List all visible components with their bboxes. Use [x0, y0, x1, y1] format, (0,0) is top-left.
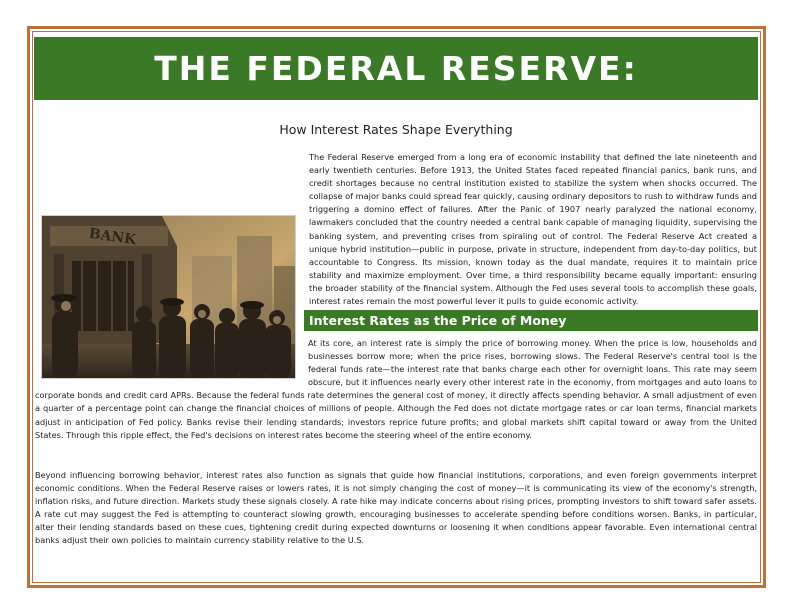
- page-subtitle: How Interest Rates Shape Everything: [279, 122, 513, 137]
- bank-sign: BANK: [87, 225, 138, 249]
- signals-paragraph: Beyond influencing borrowing behavior, interest rates also function as signals that guide how financial institutions, corporations, and even foreign governments interpret economic conditions. When the Federal Reserve raises or lowers rates, it is not simply changing the cost of money—it is communicating its view of the economy's strength, inflation risks, and future direction. Markets study these signals closely. A rate hike may indicate concerns about rising prices, prompting investors to shift toward safer assets. A rate cut may suggest the Fed is attempting to counteract slowing growth, encouraging businesses to accelerate spending before conditions worsen. Banks, in particular, alter their lending standards based on these cues, tightening credit during expected downturns or loosening it when conditions appear favorable. Even international central banks adjust their own policies to maintain currency stability relative to the U.S.: [35, 470, 757, 546]
- title-banner: [34, 37, 758, 100]
- interest-rates-paragraph: [35, 337, 757, 442]
- section-heading: Interest Rates as the Price of Money: [304, 310, 758, 331]
- page-title: THE FEDERAL RESERVE:: [154, 49, 638, 88]
- image-float-spacer: [35, 337, 308, 389]
- intro-paragraph-text: The Federal Reserve emerged from a long era of economic instability that defined the late nineteenth and early twentieth centuries. Before 1913, the United States faced repeated financial panics, bank runs, and credit shortages because no central institution existed to stabilize the system when shocks occurred. The collapse of major banks could spread fear quickly, causing ordinary depositors to rush to withdraw funds and triggering a domino effect of failures. After the Panic of 1907 nearly paralyzed the national economy, lawmakers concluded that the country needed a central bank capable of managing liquidity, supervising the banking system, and preventing crises from spiraling out of control. The Federal Reserve Act created a unique hybrid institution—public in purpose, private in structure, independent from day-to-day politics, but accountable to Congress. Its mission, known today as the dual mandate, requires it to maintain price stability and maximize employment. Over time, a third responsibility became equally important: ensuring the broader stability of the financial system. Although the Fed uses several tools to accomplish these goals, interest rates remain the most powerful lever it pulls to guide economic activity.: [309, 152, 757, 307]
- interest-rates-paragraph-text: At its core, an interest rate is simply the price of borrowing money. When the price is low, households and businesses borrow more; when the price rises, borrowing slows. The Federal Reserve's central tool is the federal funds rate—the interest rate that banks charge each other for overnight loans. This rate may seem obscure, but it influences nearly every other interest rate in the economy, from mortgages and auto loans to corporate bonds and credit card APRs. Because the federal funds rate determines the general cost of money, it directly affects spending behavior. A small adjustment of even a quarter of a percentage point can change the financial choices of millions of people. Although the Fed does not dictate mortgage rates or car loan terms, financial markets adjust in anticipation of Fed policy. Banks revise their lending standards; investors reprice future profits; and global markets shift capital toward or away from the United States. Through this ripple effect, the Fed's decisions on interest rates become the steering wheel of the entire economy.: [35, 338, 757, 440]
